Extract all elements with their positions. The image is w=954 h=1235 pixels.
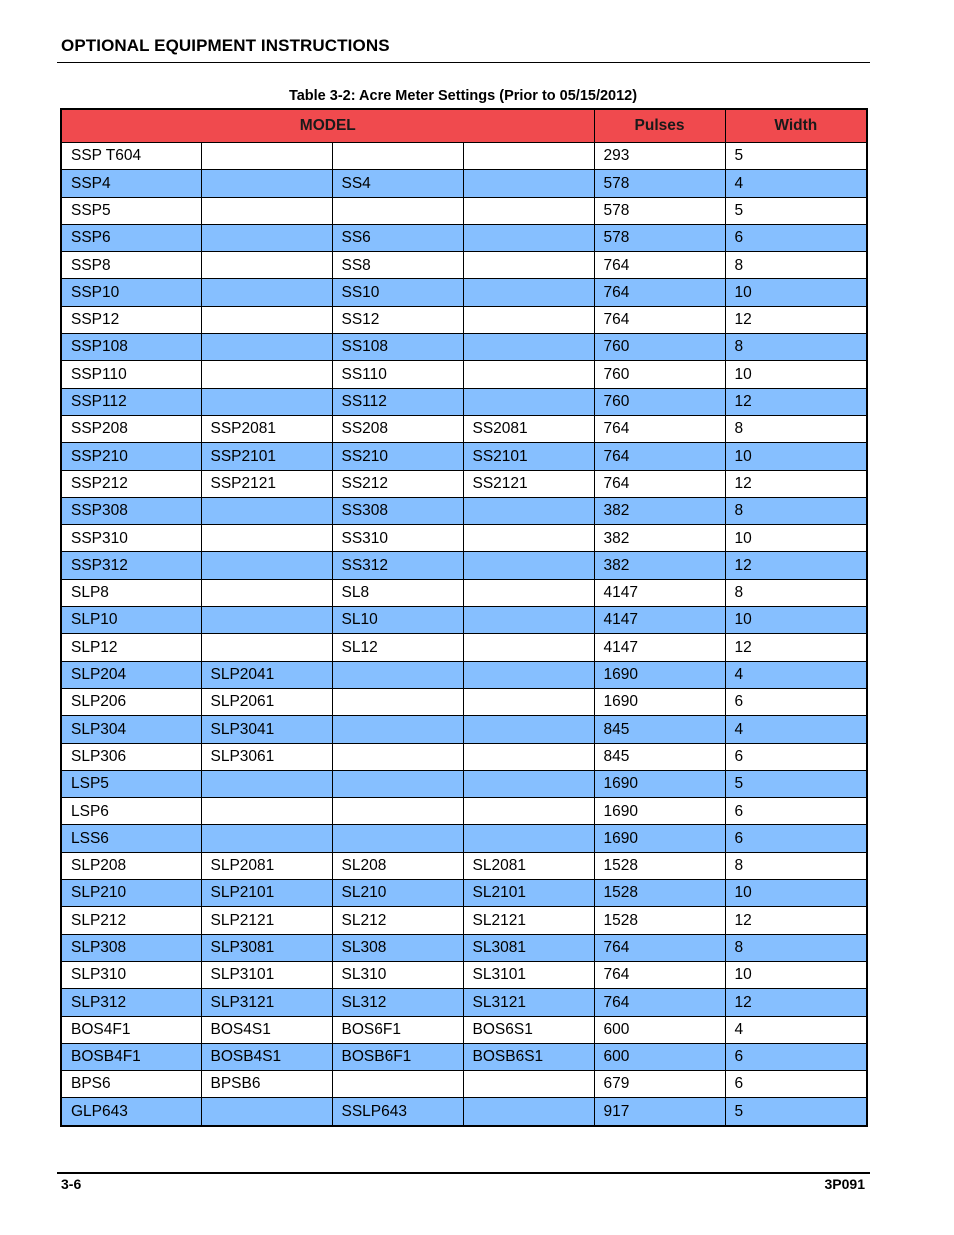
width-cell: 6 [725, 743, 867, 770]
model-alt-cell [201, 361, 332, 388]
width-cell: 12 [725, 470, 867, 497]
model-variant-alt-cell: SL2081 [463, 852, 594, 879]
model-cell: SLP304 [61, 716, 201, 743]
pulses-cell: 1528 [594, 852, 725, 879]
model-variant-cell: SS4 [332, 170, 463, 197]
model-variant-cell [332, 1071, 463, 1098]
pulses-cell: 917 [594, 1098, 725, 1126]
table-row [61, 661, 867, 688]
model-alt-cell [201, 770, 332, 797]
footer-divider [57, 1172, 870, 1174]
width-cell: 5 [725, 143, 867, 170]
pulses-cell: 578 [594, 224, 725, 251]
model-cell: SSP4 [61, 170, 201, 197]
table-row [61, 197, 867, 224]
width-cell: 10 [725, 880, 867, 907]
model-alt-cell: SLP2061 [201, 688, 332, 715]
model-variant-cell [332, 770, 463, 797]
table-row [61, 907, 867, 934]
model-alt-cell: SSP2081 [201, 415, 332, 442]
width-cell: 6 [725, 1043, 867, 1070]
model-alt-cell [201, 525, 332, 552]
width-cell: 8 [725, 497, 867, 524]
pulses-cell: 578 [594, 197, 725, 224]
model-cell: LSP5 [61, 770, 201, 797]
model-cell: SLP12 [61, 634, 201, 661]
width-cell: 6 [725, 825, 867, 852]
model-alt-cell [201, 143, 332, 170]
table-row [61, 688, 867, 715]
model-variant-cell [332, 825, 463, 852]
table-row [61, 279, 867, 306]
acre-meter-settings-table [60, 108, 868, 1127]
width-cell: 8 [725, 252, 867, 279]
model-alt-cell [201, 607, 332, 634]
pulses-cell: 764 [594, 415, 725, 442]
model-variant-cell [332, 688, 463, 715]
table-row [61, 252, 867, 279]
model-cell: SLP312 [61, 989, 201, 1016]
column-header-pulses: Pulses [594, 109, 725, 143]
width-cell: 10 [725, 961, 867, 988]
pulses-cell: 1528 [594, 880, 725, 907]
model-variant-cell: BOS6F1 [332, 1016, 463, 1043]
model-cell: SSP112 [61, 388, 201, 415]
model-variant-cell: SL208 [332, 852, 463, 879]
width-cell: 12 [725, 552, 867, 579]
model-variant-cell: SS208 [332, 415, 463, 442]
model-variant-alt-cell: BOSB6S1 [463, 1043, 594, 1070]
model-variant-alt-cell: SS2081 [463, 415, 594, 442]
table-row [61, 1016, 867, 1043]
width-cell: 5 [725, 197, 867, 224]
width-cell: 6 [725, 688, 867, 715]
model-alt-cell [201, 197, 332, 224]
model-alt-cell [201, 306, 332, 333]
model-cell: SSP212 [61, 470, 201, 497]
width-cell: 12 [725, 989, 867, 1016]
width-cell: 4 [725, 170, 867, 197]
model-variant-alt-cell [463, 716, 594, 743]
width-cell: 8 [725, 934, 867, 961]
table-row [61, 552, 867, 579]
model-variant-cell: SL210 [332, 880, 463, 907]
table-row [61, 388, 867, 415]
pulses-cell: 764 [594, 989, 725, 1016]
section-title: OPTIONAL EQUIPMENT INSTRUCTIONS [61, 36, 390, 55]
table-body [61, 143, 867, 1126]
model-variant-alt-cell [463, 197, 594, 224]
model-alt-cell: SSP2121 [201, 470, 332, 497]
model-variant-cell: SL308 [332, 934, 463, 961]
pulses-cell: 760 [594, 334, 725, 361]
model-variant-cell: SS212 [332, 470, 463, 497]
model-cell: SLP310 [61, 961, 201, 988]
table-row [61, 170, 867, 197]
column-header-width: Width [725, 109, 867, 143]
pulses-cell: 1528 [594, 907, 725, 934]
model-alt-cell [201, 252, 332, 279]
pulses-cell: 600 [594, 1016, 725, 1043]
table-caption: Table 3-2: Acre Meter Settings (Prior to 05/15/2012) [288, 88, 638, 104]
pulses-cell: 760 [594, 388, 725, 415]
model-variant-alt-cell [463, 525, 594, 552]
width-cell: 8 [725, 852, 867, 879]
model-cell: SSP8 [61, 252, 201, 279]
model-variant-alt-cell [463, 361, 594, 388]
model-variant-cell: SS10 [332, 279, 463, 306]
width-cell: 6 [725, 224, 867, 251]
width-cell: 6 [725, 1071, 867, 1098]
model-variant-cell: SL312 [332, 989, 463, 1016]
table-row [61, 825, 867, 852]
width-cell: 4 [725, 661, 867, 688]
table-row [61, 961, 867, 988]
model-variant-cell: SL212 [332, 907, 463, 934]
pulses-cell: 1690 [594, 825, 725, 852]
model-alt-cell [201, 579, 332, 606]
table-row [61, 415, 867, 442]
table-row [61, 934, 867, 961]
table-row [61, 798, 867, 825]
width-cell: 10 [725, 525, 867, 552]
model-variant-alt-cell [463, 252, 594, 279]
table-row [61, 143, 867, 170]
model-cell: SSP12 [61, 306, 201, 333]
model-alt-cell [201, 798, 332, 825]
model-variant-cell: SS210 [332, 443, 463, 470]
model-variant-alt-cell: SL3081 [463, 934, 594, 961]
model-cell: BPS6 [61, 1071, 201, 1098]
pulses-cell: 4147 [594, 607, 725, 634]
model-variant-cell: SS310 [332, 525, 463, 552]
model-variant-alt-cell: SL2101 [463, 880, 594, 907]
model-alt-cell: SSP2101 [201, 443, 332, 470]
model-alt-cell: SLP2101 [201, 880, 332, 907]
model-variant-alt-cell [463, 497, 594, 524]
model-variant-alt-cell [463, 170, 594, 197]
model-cell: SSP208 [61, 415, 201, 442]
table-row [61, 1098, 867, 1126]
pulses-cell: 764 [594, 961, 725, 988]
model-cell: LSP6 [61, 798, 201, 825]
model-cell: BOS4F1 [61, 1016, 201, 1043]
width-cell: 12 [725, 907, 867, 934]
model-variant-cell [332, 661, 463, 688]
table-row [61, 361, 867, 388]
model-variant-cell [332, 798, 463, 825]
model-cell: SLP306 [61, 743, 201, 770]
model-variant-cell: SS110 [332, 361, 463, 388]
model-cell: SLP206 [61, 688, 201, 715]
model-cell: LSS6 [61, 825, 201, 852]
model-variant-alt-cell: SL2121 [463, 907, 594, 934]
table-header-row [61, 109, 867, 143]
model-cell: SSP5 [61, 197, 201, 224]
model-variant-cell: SL10 [332, 607, 463, 634]
model-variant-alt-cell [463, 798, 594, 825]
model-variant-alt-cell [463, 743, 594, 770]
width-cell: 10 [725, 279, 867, 306]
model-cell: SSP108 [61, 334, 201, 361]
model-variant-cell: SS312 [332, 552, 463, 579]
model-alt-cell: SLP2121 [201, 907, 332, 934]
model-variant-cell: SS108 [332, 334, 463, 361]
table-row [61, 525, 867, 552]
table-row [61, 443, 867, 470]
model-cell: SLP208 [61, 852, 201, 879]
model-alt-cell [201, 388, 332, 415]
table-row [61, 470, 867, 497]
model-cell: SSP110 [61, 361, 201, 388]
model-alt-cell: SLP3041 [201, 716, 332, 743]
model-alt-cell: BOSB4S1 [201, 1043, 332, 1070]
model-cell: SSP312 [61, 552, 201, 579]
width-cell: 5 [725, 770, 867, 797]
model-variant-cell: SS112 [332, 388, 463, 415]
width-cell: 8 [725, 415, 867, 442]
pulses-cell: 764 [594, 443, 725, 470]
table-row [61, 770, 867, 797]
width-cell: 12 [725, 388, 867, 415]
model-variant-alt-cell [463, 825, 594, 852]
model-cell: SLP10 [61, 607, 201, 634]
model-cell: SSP T604 [61, 143, 201, 170]
table-row [61, 607, 867, 634]
width-cell: 10 [725, 443, 867, 470]
pulses-cell: 382 [594, 525, 725, 552]
pulses-cell: 845 [594, 716, 725, 743]
model-cell: SLP204 [61, 661, 201, 688]
table-row [61, 579, 867, 606]
table-row [61, 852, 867, 879]
model-variant-alt-cell [463, 224, 594, 251]
model-variant-alt-cell: SL3121 [463, 989, 594, 1016]
width-cell: 10 [725, 361, 867, 388]
model-variant-alt-cell [463, 1071, 594, 1098]
model-alt-cell [201, 825, 332, 852]
pulses-cell: 382 [594, 497, 725, 524]
model-variant-alt-cell [463, 334, 594, 361]
model-variant-alt-cell [463, 1098, 594, 1126]
model-cell: SLP210 [61, 880, 201, 907]
pulses-cell: 1690 [594, 688, 725, 715]
model-alt-cell: SLP2081 [201, 852, 332, 879]
model-variant-cell: SS6 [332, 224, 463, 251]
width-cell: 8 [725, 579, 867, 606]
table-row [61, 306, 867, 333]
column-header-model: MODEL [61, 109, 594, 143]
model-alt-cell [201, 634, 332, 661]
width-cell: 5 [725, 1098, 867, 1126]
model-cell: SLP308 [61, 934, 201, 961]
model-variant-cell: BOSB6F1 [332, 1043, 463, 1070]
width-cell: 6 [725, 798, 867, 825]
pulses-cell: 764 [594, 279, 725, 306]
pulses-cell: 1690 [594, 770, 725, 797]
model-alt-cell: SLP2041 [201, 661, 332, 688]
model-variant-alt-cell [463, 552, 594, 579]
model-variant-alt-cell [463, 607, 594, 634]
table-row [61, 334, 867, 361]
model-alt-cell [201, 334, 332, 361]
table-row [61, 1071, 867, 1098]
model-variant-alt-cell: SS2101 [463, 443, 594, 470]
width-cell: 4 [725, 716, 867, 743]
model-alt-cell [201, 497, 332, 524]
model-variant-alt-cell [463, 306, 594, 333]
model-variant-cell: SS8 [332, 252, 463, 279]
model-cell: SSP6 [61, 224, 201, 251]
model-alt-cell: BOS4S1 [201, 1016, 332, 1043]
pulses-cell: 764 [594, 470, 725, 497]
model-cell: BOSB4F1 [61, 1043, 201, 1070]
model-cell: SLP8 [61, 579, 201, 606]
model-variant-alt-cell [463, 579, 594, 606]
pulses-cell: 1690 [594, 798, 725, 825]
model-variant-cell: SS308 [332, 497, 463, 524]
model-variant-cell [332, 197, 463, 224]
model-variant-alt-cell [463, 634, 594, 661]
table-row [61, 634, 867, 661]
pulses-cell: 760 [594, 361, 725, 388]
model-alt-cell [201, 1098, 332, 1126]
model-cell: SSP310 [61, 525, 201, 552]
model-variant-cell [332, 143, 463, 170]
header-divider [57, 62, 870, 63]
model-cell: SSP308 [61, 497, 201, 524]
model-variant-alt-cell [463, 688, 594, 715]
table-row [61, 716, 867, 743]
model-variant-alt-cell: SL3101 [463, 961, 594, 988]
width-cell: 8 [725, 334, 867, 361]
pulses-cell: 600 [594, 1043, 725, 1070]
model-cell: GLP643 [61, 1098, 201, 1126]
page-number: 3-6 [61, 1176, 82, 1192]
model-alt-cell [201, 170, 332, 197]
pulses-cell: 4147 [594, 579, 725, 606]
model-variant-alt-cell [463, 770, 594, 797]
model-variant-cell [332, 716, 463, 743]
model-variant-alt-cell: SS2121 [463, 470, 594, 497]
model-variant-alt-cell [463, 388, 594, 415]
model-variant-alt-cell: BOS6S1 [463, 1016, 594, 1043]
model-alt-cell [201, 279, 332, 306]
table-row [61, 989, 867, 1016]
width-cell: 4 [725, 1016, 867, 1043]
pulses-cell: 1690 [594, 661, 725, 688]
width-cell: 12 [725, 306, 867, 333]
model-alt-cell: SLP3121 [201, 989, 332, 1016]
model-variant-cell: SSLP643 [332, 1098, 463, 1126]
model-variant-alt-cell [463, 661, 594, 688]
table-row [61, 497, 867, 524]
pulses-cell: 382 [594, 552, 725, 579]
table-row [61, 224, 867, 251]
pulses-cell: 764 [594, 252, 725, 279]
model-alt-cell: BPSB6 [201, 1071, 332, 1098]
pulses-cell: 764 [594, 934, 725, 961]
pulses-cell: 679 [594, 1071, 725, 1098]
pulses-cell: 578 [594, 170, 725, 197]
model-alt-cell: SLP3101 [201, 961, 332, 988]
width-cell: 12 [725, 634, 867, 661]
pulses-cell: 293 [594, 143, 725, 170]
document-code: 3P091 [824, 1176, 865, 1192]
model-alt-cell: SLP3081 [201, 934, 332, 961]
model-alt-cell [201, 224, 332, 251]
model-variant-cell: SL8 [332, 579, 463, 606]
model-cell: SLP212 [61, 907, 201, 934]
model-variant-cell: SS12 [332, 306, 463, 333]
pulses-cell: 4147 [594, 634, 725, 661]
pulses-cell: 764 [594, 306, 725, 333]
pulses-cell: 845 [594, 743, 725, 770]
model-variant-alt-cell [463, 279, 594, 306]
table-row [61, 743, 867, 770]
model-cell: SSP210 [61, 443, 201, 470]
model-alt-cell [201, 552, 332, 579]
model-variant-cell: SL310 [332, 961, 463, 988]
table-row [61, 880, 867, 907]
model-variant-cell: SL12 [332, 634, 463, 661]
model-cell: SSP10 [61, 279, 201, 306]
width-cell: 10 [725, 607, 867, 634]
model-variant-cell [332, 743, 463, 770]
model-variant-alt-cell [463, 143, 594, 170]
model-alt-cell: SLP3061 [201, 743, 332, 770]
table-row [61, 1043, 867, 1070]
